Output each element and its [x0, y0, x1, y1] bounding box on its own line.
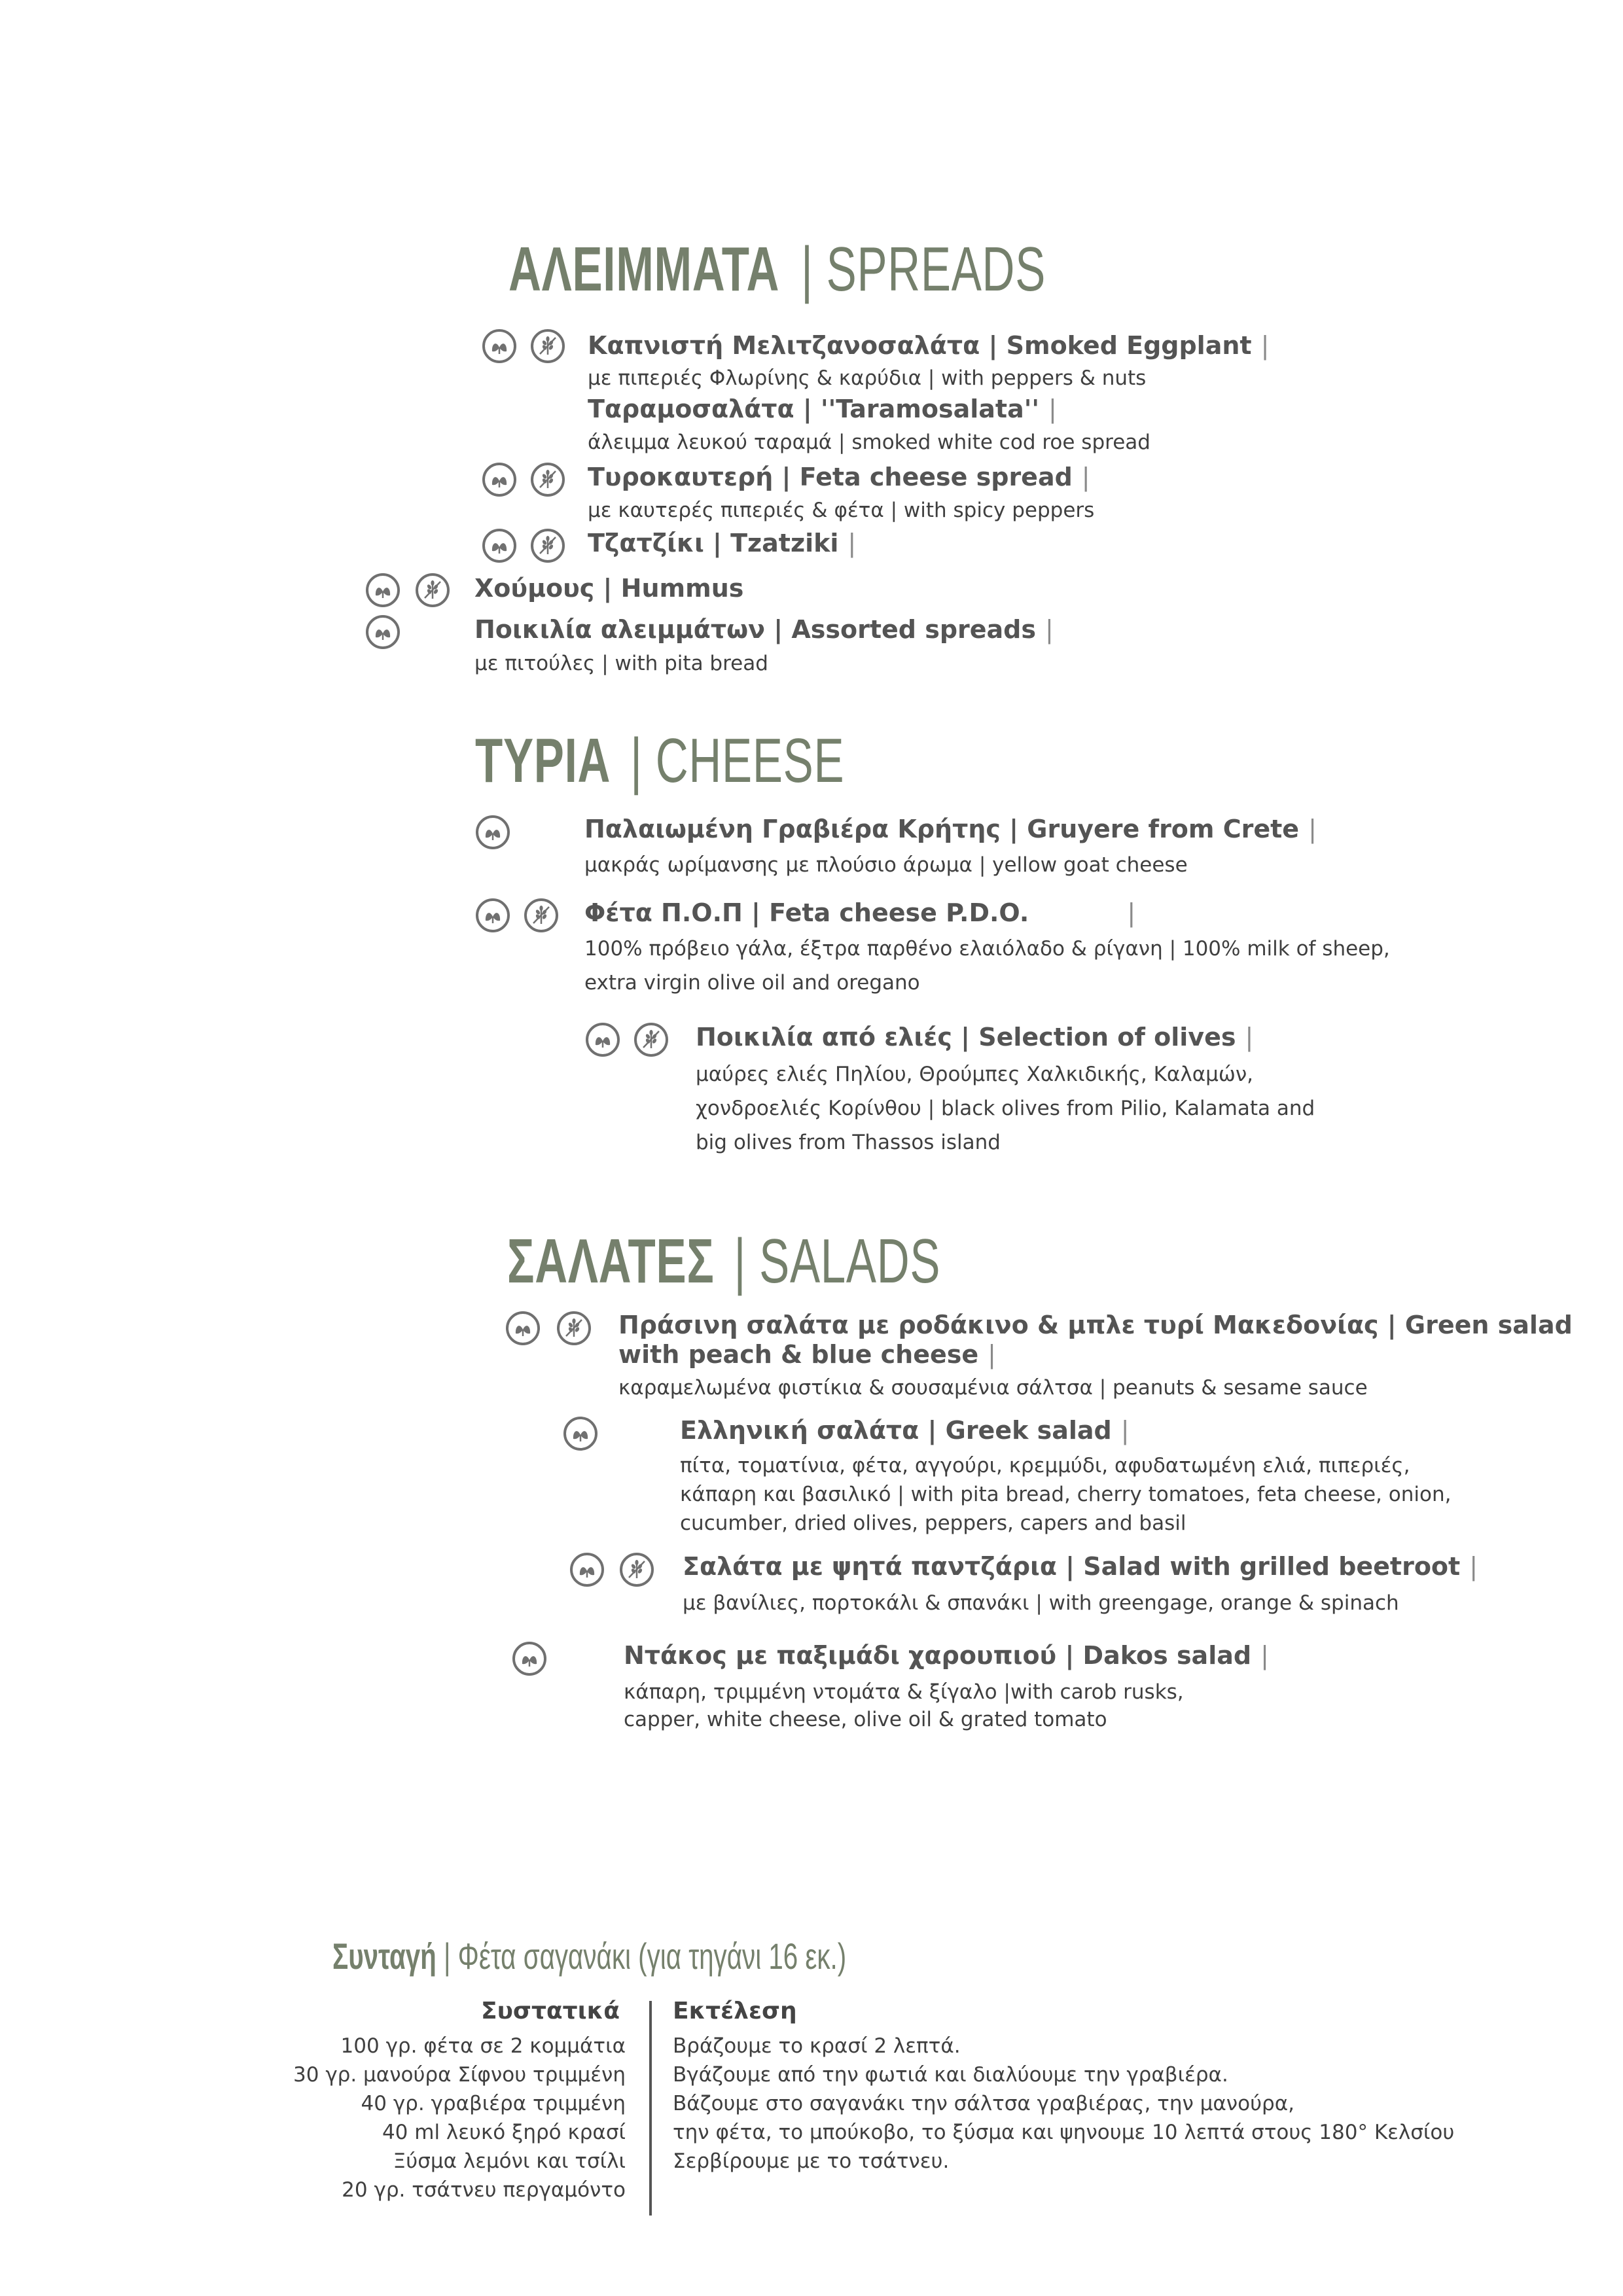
menu-item-description: extra virgin olive oil and oregano: [584, 971, 920, 995]
menu-item-name: Ντάκος με παξιμάδι χαρουπιού | Dakos salad |: [624, 1641, 1269, 1670]
menu-item-description: big olives from Thassos island: [696, 1131, 1001, 1154]
vegetarian-leaf-icon: [482, 529, 516, 563]
recipe-title-dish: | Φέτα σαγανάκι (για τηγάνι 16 εκ.): [436, 1935, 847, 1977]
vegetarian-leaf-icon: [476, 898, 510, 932]
menu-item-name: Ποικιλία αλειμμάτων | Assorted spreads |: [474, 615, 1054, 644]
menu-item-name: with peach & blue cheese |: [618, 1340, 996, 1369]
cheese-title-english: | CHEESE: [630, 726, 845, 796]
ingredient-line: 100 γρ. φέτα σε 2 κομμάτια: [340, 2034, 626, 2058]
menu-item-name: Ποικιλία από ελιές | Selection of olives |: [696, 1023, 1254, 1051]
section-title-spreads: [508, 234, 1046, 304]
method-step: την φέτα, το μπούκοβο, το ξύσμα και ψηνουμε 10 λεπτά στους 180° Κελσίου: [673, 2121, 1455, 2144]
ingredient-line: 20 γρ. τσάτνευ περγαμόντο: [342, 2178, 626, 2202]
method-steps: [673, 2032, 1454, 2176]
menu-item-name: Σαλάτα με ψητά παντζάρια | Salad with grilled beetroot |: [683, 1552, 1478, 1581]
gluten-free-wheat-icon: [524, 898, 558, 932]
menu-item-description: άλειμμα λευκού ταραμά | smoked white cod roe spread: [588, 431, 1150, 454]
salads-title-greek: ΣΑΛΑΤΕΣ: [507, 1226, 715, 1296]
menu-item-description: με πιτούλες | with pita bread: [474, 652, 768, 675]
vegetarian-leaf-icon: [570, 1553, 604, 1587]
menu-item-name: Παλαιωμένη Γραβιέρα Κρήτης | Gruyere from Crete |: [584, 815, 1317, 843]
menu-item-description: με καυτερές πιπεριές & φέτα | with spicy peppers: [588, 499, 1095, 522]
menu-item-name: Πράσινη σαλάτα με ροδάκινο & μπλε τυρί Μακεδονίας | Green salad: [618, 1311, 1573, 1339]
vegetarian-leaf-icon: [482, 329, 516, 363]
method-heading: Εκτέλεση: [673, 1998, 797, 2024]
vegetarian-leaf-icon: [366, 615, 400, 649]
menu-item-description: cucumber, dried olives, peppers, capers and basil: [680, 1511, 1186, 1535]
ingredient-line: 30 γρ. μανούρα Σίφνου τριμμένη: [293, 2063, 626, 2087]
menu-item-description: με βανίλιες, πορτοκάλι & σπανάκι | with greengage, orange & spinach: [683, 1591, 1399, 1615]
menu-item-description: 100% πρόβειο γάλα, έξτρα παρθένο ελαιόλαδο & ρίγανη | 100% milk of sheep,: [584, 937, 1390, 961]
gluten-free-wheat-icon: [557, 1311, 591, 1345]
method-step: Βγάζουμε από την φωτιά και διαλύουμε την γραβιέρα.: [673, 2063, 1228, 2087]
method-step: Σερβίρουμε με το τσάτνευ.: [673, 2149, 950, 2173]
ingredient-line: 40 γρ. γραβιέρα τριμμένη: [361, 2092, 626, 2115]
ingredients-heading: Συστατικά: [481, 1998, 620, 2024]
vegetarian-leaf-icon: [512, 1642, 546, 1676]
recipe-title: [332, 1935, 847, 1977]
gluten-free-wheat-icon: [634, 1023, 668, 1057]
gluten-free-wheat-icon: [531, 329, 565, 363]
gluten-free-wheat-icon: [531, 463, 565, 497]
vegetarian-leaf-icon: [586, 1023, 620, 1057]
salads-title-english: | SALADS: [734, 1226, 941, 1296]
menu-item-name: Τυροκαυτερή | Feta cheese spread |: [588, 463, 1090, 491]
menu-item-description: πίτα, τοματίνια, φέτα, αγγούρι, κρεμμύδι, αφυδατωμένη ελιά, πιπεριές,: [680, 1454, 1410, 1477]
ingredients-list: [196, 2032, 626, 2204]
recipe-divider: [649, 2001, 652, 2216]
method-step: Βράζουμε το κρασί 2 λεπτά.: [673, 2034, 961, 2058]
recipe-title-label: Συνταγή: [332, 1935, 437, 1977]
vegetarian-leaf-icon: [476, 815, 510, 849]
menu-item-name: Ελληνική σαλάτα | Greek salad |: [680, 1416, 1130, 1445]
ingredient-line: 40 ml λευκό ξηρό κρασί: [382, 2121, 626, 2144]
section-title-salads: [507, 1226, 941, 1296]
menu-item-description: κάπαρη, τριμμένη ντομάτα & ξίγαλο |with carob rusks,: [624, 1680, 1184, 1704]
vegetarian-leaf-icon: [506, 1311, 540, 1345]
menu-item-name: Φέτα Π.Ο.Π | Feta cheese P.D.O. |: [584, 898, 1136, 927]
menu-item-name: Ταραμοσαλάτα | ''Taramosalata'' |: [588, 395, 1057, 423]
vegetarian-leaf-icon: [366, 573, 400, 607]
menu-item-description: καραμελωμένα φιστίκια & σουσαμένια σάλτσα | peanuts & sesame sauce: [618, 1376, 1368, 1400]
section-title-cheese: [475, 726, 845, 796]
menu-item-description: χονδροελιές Κορίνθου | black olives from Pilio, Kalamata and: [696, 1097, 1315, 1120]
menu-item-name: Τζατζίκι | Tzatziki |: [588, 529, 857, 557]
gluten-free-wheat-icon: [531, 529, 565, 563]
spreads-title-greek: ΑΛΕΙΜΜΑΤΑ: [508, 234, 780, 304]
gluten-free-wheat-icon: [620, 1553, 654, 1587]
ingredient-line: Ξύσμα λεμόνι και τσίλι: [393, 2149, 626, 2173]
menu-item-name: Χούμους | Hummus: [474, 574, 744, 603]
vegetarian-leaf-icon: [563, 1417, 597, 1451]
cheese-title-greek: ΤΥΡΙΑ: [475, 726, 611, 796]
method-step: Βάζουμε στο σαγανάκι την σάλτσα γραβιέρας, την μανούρα,: [673, 2092, 1294, 2115]
menu-item-description: μακράς ωρίμανσης με πλούσιο άρωμα | yellow goat cheese: [584, 853, 1188, 877]
menu-item-description: μαύρες ελιές Πηλίου, Θρούμπες Χαλκιδικής, Καλαμών,: [696, 1063, 1254, 1086]
vegetarian-leaf-icon: [482, 463, 516, 497]
menu-item-description: με πιπεριές Φλωρίνης & καρύδια | with peppers & nuts: [588, 366, 1147, 390]
menu-item-description: κάπαρη και βασιλικό | with pita bread, cherry tomatoes, feta cheese, onion,: [680, 1483, 1452, 1506]
gluten-free-wheat-icon: [416, 573, 450, 607]
menu-item-name: Καπνιστή Μελιτζανοσαλάτα | Smoked Eggplant |: [588, 331, 1270, 360]
menu-item-description: capper, white cheese, olive oil & grated tomato: [624, 1708, 1107, 1731]
spreads-title-english: | SPREADS: [801, 234, 1046, 304]
